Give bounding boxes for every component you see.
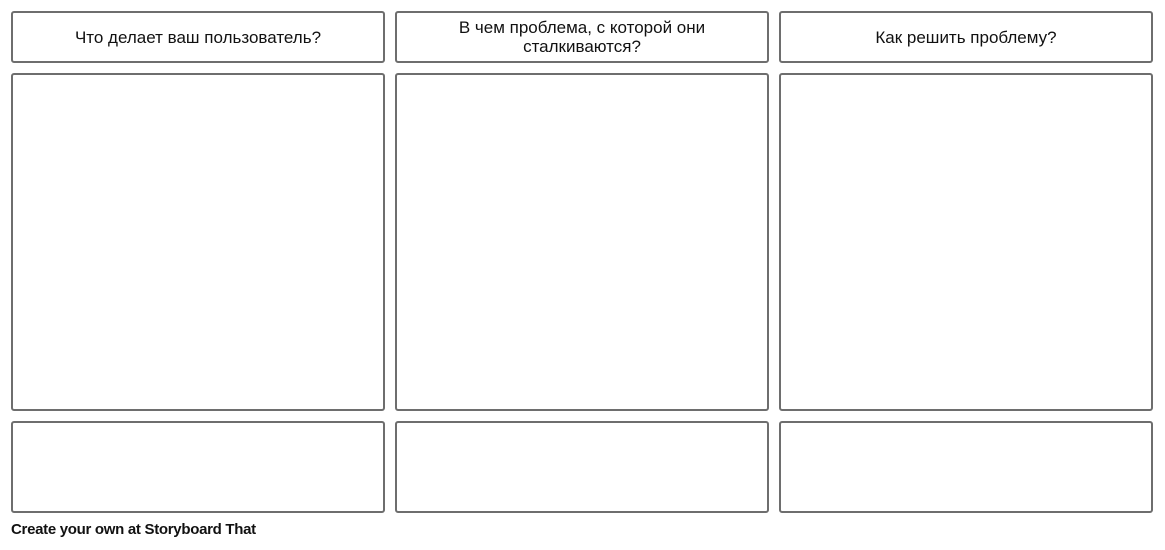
column-title: Как решить проблему? — [875, 27, 1057, 47]
storyboard-column-3 — [779, 11, 1153, 513]
column-title-box[interactable] — [11, 11, 385, 63]
storyboard-column-2 — [395, 11, 769, 513]
scene-cell[interactable] — [11, 73, 385, 411]
column-title: Что делает ваш пользователь? — [74, 27, 322, 47]
storyboard-column-1 — [11, 11, 385, 513]
storyboard-grid — [11, 11, 1153, 513]
footer-credit: Create your own at Storyboard That — [11, 521, 256, 538]
column-title-box[interactable] — [779, 11, 1153, 63]
description-box[interactable] — [395, 421, 769, 513]
column-title: В чем проблема, с которой они сталкиваются? — [458, 18, 706, 56]
description-box[interactable] — [779, 421, 1153, 513]
description-box[interactable] — [11, 421, 385, 513]
scene-cell[interactable] — [395, 73, 769, 411]
scene-cell[interactable] — [779, 73, 1153, 411]
column-title-box[interactable] — [395, 11, 769, 63]
